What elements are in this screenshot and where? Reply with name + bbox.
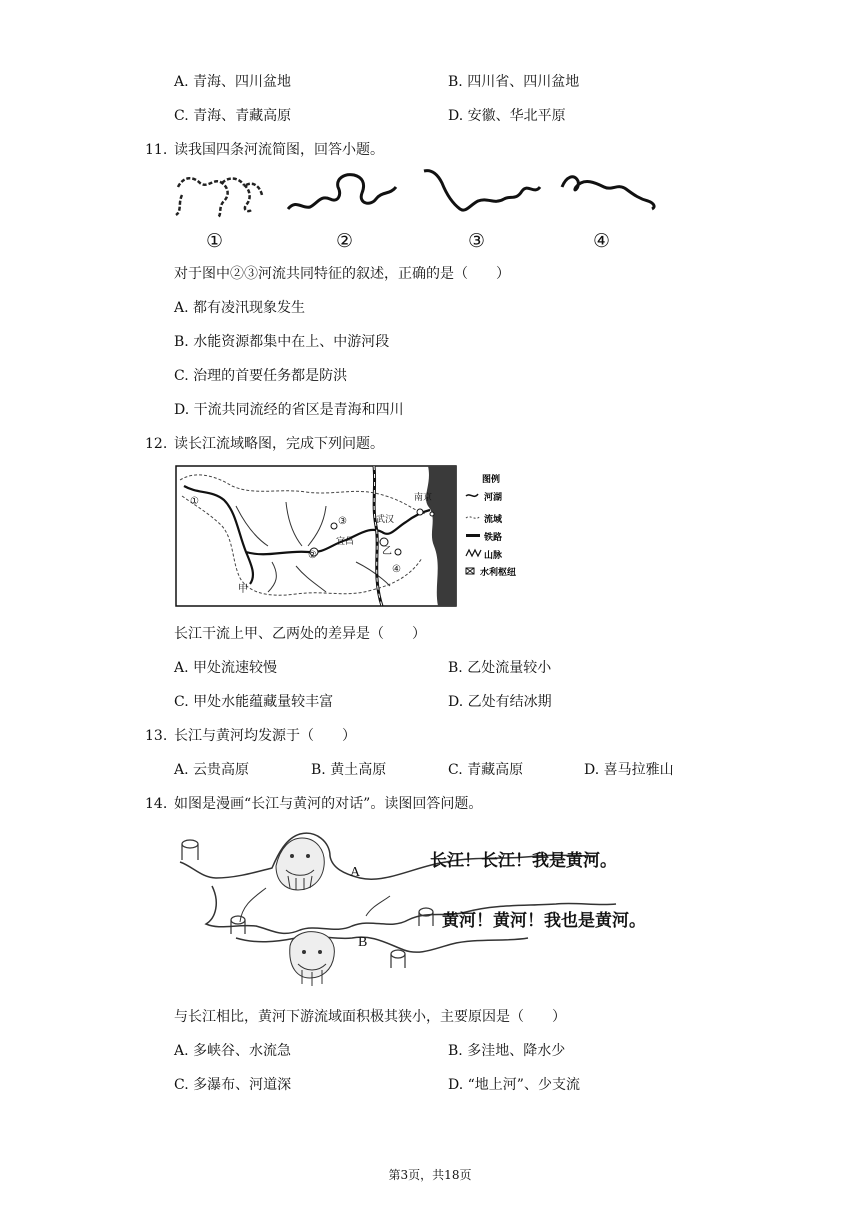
river-label-1: ① [206, 230, 224, 252]
q11-stem: 读我国四条河流简图，回答小题。 [174, 142, 384, 158]
legend-river-lake: 河湖 [484, 493, 503, 503]
q12-option-b: B. 乙处流量较小 [448, 660, 552, 676]
cartoon-speech-b: 黄河！黄河！我也是黄河。 [442, 911, 646, 931]
cartoon-label-a: A [350, 865, 361, 880]
cartoon-label-b: B [358, 935, 368, 950]
legend-railway: 铁路 [484, 533, 503, 543]
page-footer: 第3页，共18页 [388, 1168, 472, 1182]
q14-option-d: D. “地上河”、少支流 [448, 1077, 580, 1093]
q14-stem: 如图是漫画“长江与黄河的对话”。读图回答问题。 [174, 796, 483, 812]
legend-mountain: 山脉 [484, 551, 503, 561]
q12-option-d: D. 乙处有结冰期 [448, 694, 552, 710]
map-label-yi: 乙 [382, 546, 392, 557]
q13-option-c: C. 青藏高原 [448, 762, 524, 778]
q12-option-c: C. 甲处水能蕴藏量较丰富 [174, 694, 334, 710]
q14-number: 14. [145, 796, 168, 812]
q12-number: 12. [145, 436, 168, 452]
map-label-yichang: 宜昌 [336, 537, 355, 547]
q11-number: 11. [145, 142, 168, 158]
q12-question: 长江干流上甲、乙两处的差异是（ ） [174, 626, 426, 642]
map-label-nanjing: 南京 [414, 493, 433, 503]
q11-option-c: C. 治理的首要任务都是防洪 [174, 368, 348, 384]
q14-option-b: B. 多洼地、降水少 [448, 1043, 566, 1059]
map-label-3: ③ [338, 516, 347, 527]
river-label-3: ③ [468, 230, 486, 252]
q14-option-c: C. 多瀑布、河道深 [174, 1077, 292, 1093]
river-label-2: ② [336, 230, 354, 252]
q13-option-b: B. 黄土高原 [311, 762, 387, 778]
q11-option-d: D. 干流共同流经的省区是青海和四川 [174, 402, 404, 418]
map-label-2: ② [308, 550, 317, 561]
map-label-4: ④ [392, 564, 401, 575]
q11-question: 对于图中②③河流共同特征的叙述，正确的是（ ） [174, 266, 510, 282]
map-label-jia: 甲 [238, 584, 248, 595]
q13-stem: 长江与黄河均发源于（ ） [174, 728, 356, 744]
river-sketches-figure [170, 165, 670, 225]
legend-hydro-hub: 水利枢纽 [480, 568, 517, 578]
q14-question: 与长江相比，黄河下游流域面积极其狭小，主要原因是（ ） [174, 1009, 566, 1025]
yangtze-basin-map [176, 466, 536, 608]
q11-option-b: B. 水能资源都集中在上、中游河段 [174, 334, 390, 350]
river-label-4: ④ [593, 230, 611, 252]
q13-number: 13. [145, 728, 168, 744]
q13-option-a: A. 云贵高原 [174, 762, 250, 778]
q10-option-a: A. 青海、四川盆地 [174, 74, 292, 90]
q10-option-b: B. 四川省、四川盆地 [448, 74, 580, 90]
q10-option-c: C. 青海、青藏高原 [174, 108, 292, 124]
q10-option-d: D. 安徽、华北平原 [448, 108, 566, 124]
map-label-1: ① [190, 496, 199, 507]
q12-option-a: A. 甲处流速较慢 [174, 660, 278, 676]
map-label-wuhan: 武汉 [376, 515, 395, 525]
q11-option-a: A. 都有凌汛现象发生 [174, 300, 306, 316]
q13-option-d: D. 喜马拉雅山 [584, 762, 674, 778]
cartoon-dialogue-figure [176, 826, 656, 992]
q12-stem: 读长江流域略图，完成下列问题。 [174, 436, 384, 452]
q14-option-a: A. 多峡谷、水流急 [174, 1043, 292, 1059]
legend-title: 图例 [482, 475, 501, 485]
legend-basin: 流域 [484, 515, 503, 525]
cartoon-speech-a: 长江！长江！我是黄河。 [430, 851, 617, 871]
